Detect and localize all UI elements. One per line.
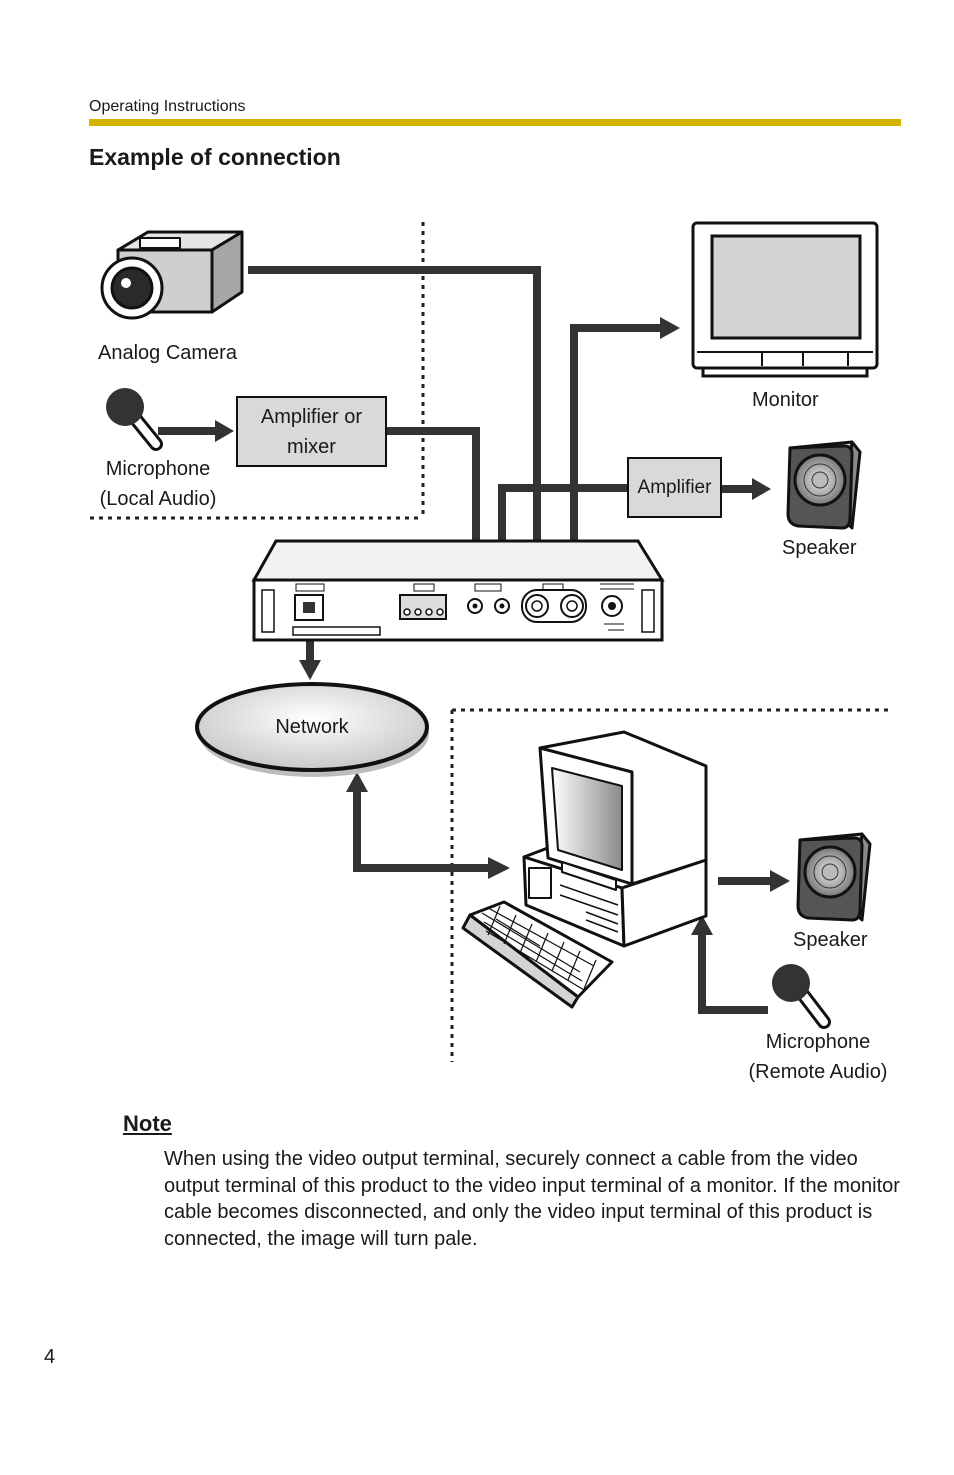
microphone-remote-label-line2: (Remote Audio) [748, 1061, 888, 1083]
microphone-local-label [90, 454, 226, 514]
monitor-label: Monitor [752, 389, 819, 411]
network-camera-unit-rear-panel [254, 541, 662, 640]
note-title: Note [123, 1111, 172, 1136]
microphone-local-label-line2: (Local Audio) [99, 488, 217, 510]
amplifier-or-mixer-label-line1: Amplifier or [260, 405, 363, 428]
amplifier-or-mixer-label [237, 397, 386, 466]
amplifier-label: Amplifier [637, 476, 712, 498]
section-title: Example of connection [89, 144, 341, 170]
mic-to-pc-cable [702, 935, 768, 1010]
running-header: Operating Instructions [89, 98, 246, 115]
network-label: Network [275, 716, 349, 738]
page-number: 4 [44, 1346, 56, 1368]
speaker-remote-icon [798, 834, 870, 920]
amplifier-or-mixer-label-line2: mixer [287, 435, 336, 458]
network-to-pc-cable [357, 792, 488, 868]
analog-camera-label: Analog Camera [98, 342, 237, 364]
microphone-remote-label-line1: Microphone [765, 1031, 871, 1053]
note-body: When using the video output terminal, securely connect a cable from the video output terminal of this product to the video input terminal of a monitor. If the monitor cable becomes disconnected, and only the video input terminal of this product is connected, the image will turn pale. [164, 1148, 900, 1250]
microphone-local-icon [106, 388, 156, 444]
monitor-icon [693, 223, 877, 376]
speaker-local-icon [788, 442, 860, 528]
microphone-remote-label [738, 1027, 898, 1087]
speaker-remote-label: Speaker [793, 929, 868, 951]
analog-camera-icon [102, 232, 242, 318]
microphone-remote-icon [772, 964, 824, 1022]
speaker-local-label: Speaker [782, 537, 857, 559]
microphone-local-label-line1: Microphone [105, 458, 211, 480]
